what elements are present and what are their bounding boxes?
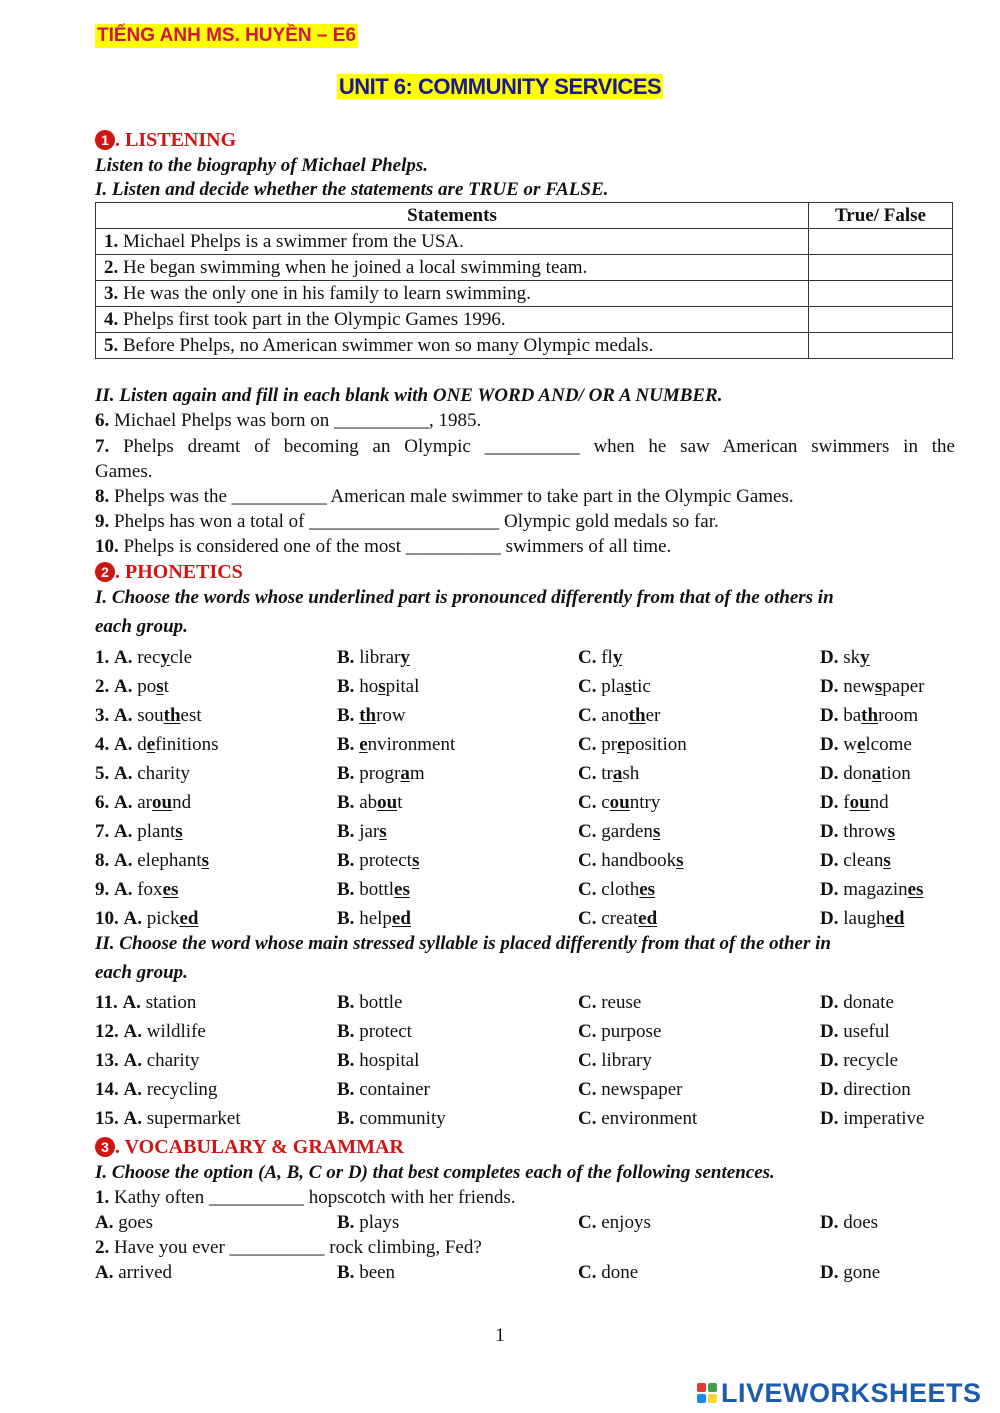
answer-option[interactable]: B. hospital	[337, 676, 420, 697]
answer-option[interactable]: B. plays	[337, 1212, 400, 1233]
answer-option[interactable]: B. program	[337, 763, 425, 784]
table-header-row	[96, 203, 953, 229]
answer-option[interactable]: B. container	[337, 1079, 430, 1100]
answer-option[interactable]: D. found	[820, 792, 889, 813]
answer-option[interactable]: C. preposition	[578, 734, 687, 755]
true-false-answer-cell[interactable]	[809, 333, 953, 359]
answer-option[interactable]: D. sky	[820, 647, 870, 668]
answer-option[interactable]: D. cleans	[820, 850, 891, 871]
answer-option[interactable]: D. laughed	[820, 908, 905, 929]
mcq-question: 2. Have you ever __________ rock climbing, Fed?	[95, 1237, 482, 1258]
question-row	[95, 1046, 955, 1075]
logo-text: LIVEWORKSHEETS	[721, 1377, 982, 1408]
answer-option[interactable]: D. does	[820, 1212, 879, 1233]
section-number-badge: 3	[95, 1137, 115, 1157]
statements-table	[95, 202, 953, 359]
question-row	[95, 988, 955, 1017]
listening-intro: Listen to the biography of Michael Phelps.	[95, 155, 429, 176]
listening-part2-title: II. Listen again and fill in each blank with ONE WORD AND/ OR A NUMBER.	[95, 385, 723, 406]
answer-option[interactable]: A. goes	[95, 1212, 154, 1233]
answer-option[interactable]: B. protect	[337, 1021, 412, 1042]
question-row	[95, 730, 955, 759]
true-false-answer-cell[interactable]	[809, 307, 953, 333]
table-row: 4. Phelps first took part in the Olympic Games 1996.	[96, 307, 953, 333]
answer-option[interactable]: C. created	[578, 908, 658, 929]
phonetics-part1-title: I. Choose the words whose underlined part is pronounced differently from that of the others in	[95, 587, 834, 608]
answer-option[interactable]: 14. A. recycling	[95, 1079, 218, 1100]
answer-option[interactable]: C. newspaper	[578, 1079, 683, 1100]
logo-mark-icon	[697, 1383, 717, 1403]
answer-option[interactable]: B. throw	[337, 705, 406, 726]
question-row	[95, 1104, 955, 1133]
answer-option[interactable]: C. country	[578, 792, 661, 813]
options-row	[95, 1210, 955, 1235]
answer-option[interactable]: B. hospital	[337, 1050, 420, 1071]
answer-option[interactable]: 8. A. elephants	[95, 850, 209, 871]
question-row	[95, 1075, 955, 1104]
answer-option[interactable]: 13. A. charity	[95, 1050, 200, 1071]
answer-option[interactable]: B. helped	[337, 908, 411, 929]
phonetics-part2-title-cont: each group.	[95, 962, 188, 983]
fill-question-continued: Games.	[95, 461, 153, 482]
question-row	[95, 875, 955, 904]
fill-question: 7. Phelps dreamt of becoming an Olympic __________ when he saw American swimmers in the	[95, 436, 955, 457]
col-statements: Statements	[96, 203, 809, 229]
answer-option[interactable]: D. welcome	[820, 734, 912, 755]
answer-option[interactable]: D. newspaper	[820, 676, 925, 697]
answer-option[interactable]: 6. A. around	[95, 792, 192, 813]
answer-option[interactable]: D. imperative	[820, 1108, 925, 1129]
answer-option[interactable]: C. reuse	[578, 992, 642, 1013]
question-row	[95, 788, 955, 817]
answer-option[interactable]: B. bottles	[337, 879, 410, 900]
question-row	[95, 904, 955, 933]
school-header: TIẾNG ANH MS. HUYỀN – E6	[97, 25, 357, 46]
question-row	[95, 817, 955, 846]
phonetics-part2-title: II. Choose the word whose main stressed syllable is placed differently from that of the other in	[95, 933, 831, 954]
true-false-answer-cell[interactable]	[809, 255, 953, 281]
answer-option[interactable]: D. donation	[820, 763, 911, 784]
answer-option[interactable]: D. magazines	[820, 879, 924, 900]
fill-question: 6. Michael Phelps was born on __________, 1985.	[95, 410, 482, 431]
answer-option[interactable]: B. community	[337, 1108, 446, 1129]
table-row: 3. He was the only one in his family to learn swimming.	[96, 281, 953, 307]
true-false-answer-cell[interactable]	[809, 229, 953, 255]
question-row	[95, 759, 955, 788]
answer-option[interactable]: C. enjoys	[578, 1212, 651, 1233]
mcq-question: 1. Kathy often __________ hopscotch with her friends.	[95, 1187, 516, 1208]
answer-option[interactable]: 3. A. southest	[95, 705, 202, 726]
listening-part1-title: I. Listen and decide whether the statements are TRUE or FALSE.	[95, 179, 609, 200]
answer-option[interactable]: D. direction	[820, 1079, 911, 1100]
answer-option[interactable]: B. environment	[337, 734, 456, 755]
answer-option[interactable]: B. jars	[337, 821, 387, 842]
answer-option[interactable]: D. gone	[820, 1262, 881, 1283]
answer-option[interactable]: 1. A. recycle	[95, 647, 193, 668]
question-row	[95, 672, 955, 701]
unit-title: UNIT 6: COMMUNITY SERVICES	[338, 74, 662, 99]
options-row	[95, 1260, 955, 1285]
phonetics-part1-title-cont: each group.	[95, 616, 188, 637]
answer-option[interactable]: 2. A. post	[95, 676, 169, 697]
answer-option[interactable]: 10. A. picked	[95, 908, 199, 929]
table-row: 1. Michael Phelps is a swimmer from the USA.	[96, 229, 953, 255]
answer-option[interactable]: C. done	[578, 1262, 639, 1283]
question-row	[95, 846, 955, 875]
section-number-badge: 2	[95, 562, 115, 582]
answer-option[interactable]: C. fly	[578, 647, 623, 668]
question-row	[95, 701, 955, 730]
answer-option[interactable]: C. handbooks	[578, 850, 684, 871]
answer-option[interactable]: 12. A. wildlife	[95, 1021, 206, 1042]
table-row: 5. Before Phelps, no American swimmer won so many Olympic medals.	[96, 333, 953, 359]
answer-option[interactable]: B. about	[337, 792, 403, 813]
answer-option[interactable]: C. purpose	[578, 1021, 662, 1042]
page-number: 1	[495, 1325, 505, 1346]
answer-option[interactable]: D. bathroom	[820, 705, 919, 726]
answer-option[interactable]: B. protects	[337, 850, 420, 871]
answer-option[interactable]: 9. A. foxes	[95, 879, 179, 900]
answer-option[interactable]: A. arrived	[95, 1262, 173, 1283]
question-row	[95, 1017, 955, 1046]
answer-option[interactable]: C. environment	[578, 1108, 698, 1129]
question-row	[95, 643, 955, 672]
fill-question: 10. Phelps is considered one of the most __________ swimmers of all time.	[95, 536, 672, 557]
answer-option[interactable]: D. recycle	[820, 1050, 899, 1071]
answer-option[interactable]: C. gardens	[578, 821, 661, 842]
answer-option[interactable]: 15. A. supermarket	[95, 1108, 241, 1129]
section-number-badge: 1	[95, 130, 115, 150]
fill-question: 8. Phelps was the __________ American male swimmer to take part in the Olympic Games.	[95, 486, 794, 507]
col-true-false: True/ False	[809, 203, 953, 229]
true-false-answer-cell[interactable]	[809, 281, 953, 307]
answer-option[interactable]: C. clothes	[578, 879, 656, 900]
answer-option[interactable]: D. donate	[820, 992, 894, 1013]
answer-option[interactable]: 11. A. station	[95, 992, 197, 1013]
section-vocab-heading: 3 . VOCABULARY & GRAMMAR	[95, 1134, 404, 1160]
answer-option[interactable]: B. library	[337, 647, 410, 668]
answer-option[interactable]: 4. A. definitions	[95, 734, 219, 755]
section-phonetics-heading: 2 . PHONETICS	[95, 559, 243, 585]
section-listening-heading: 1 . LISTENING	[95, 127, 236, 153]
answer-option[interactable]: D. throws	[820, 821, 895, 842]
answer-option[interactable]: 5. A. charity	[95, 763, 190, 784]
answer-option[interactable]: C. another	[578, 705, 661, 726]
answer-option[interactable]: 7. A. plants	[95, 821, 183, 842]
answer-option[interactable]: B. bottle	[337, 992, 403, 1013]
answer-option[interactable]: B. been	[337, 1262, 396, 1283]
vocab-part1-title: I. Choose the option (A, B, C or D) that best completes each of the following sentences.	[95, 1162, 775, 1183]
table-row: 2. He began swimming when he joined a local swimming team.	[96, 255, 953, 281]
liveworksheets-logo	[697, 1378, 982, 1408]
answer-option[interactable]: C. trash	[578, 763, 640, 784]
answer-option[interactable]: C. plastic	[578, 676, 651, 697]
answer-option[interactable]: D. useful	[820, 1021, 890, 1042]
fill-question: 9. Phelps has won a total of ____________________ Olympic gold medals so far.	[95, 511, 719, 532]
answer-option[interactable]: C. library	[578, 1050, 652, 1071]
